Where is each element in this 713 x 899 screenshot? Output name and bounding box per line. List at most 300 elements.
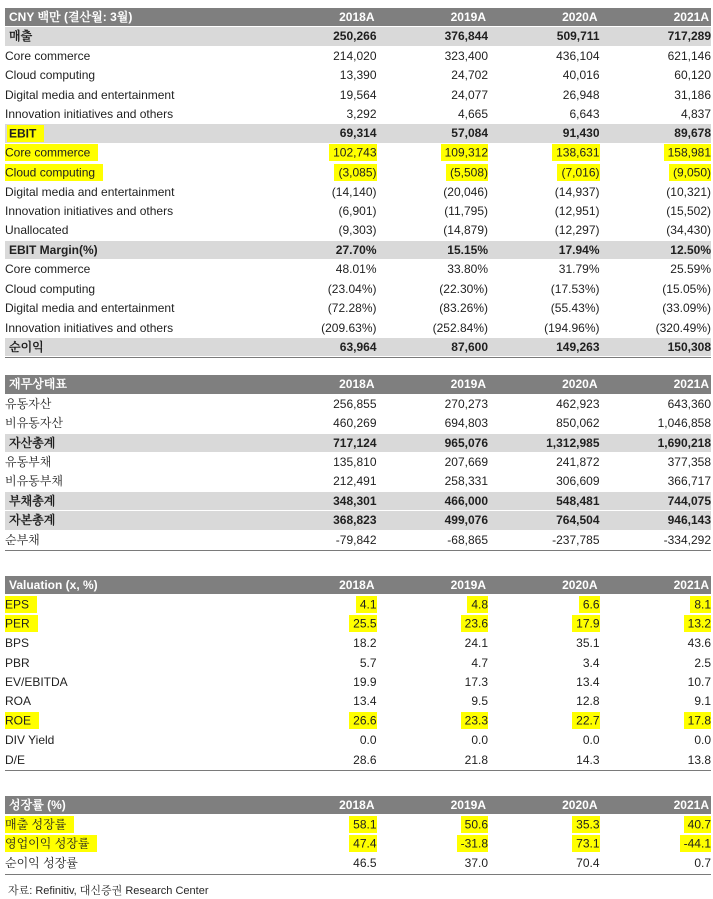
value-cell	[600, 163, 712, 181]
year-column-header: 2018A	[265, 8, 377, 26]
value-cell	[488, 835, 600, 853]
row-label-cell	[5, 221, 265, 239]
value-cell	[377, 27, 489, 45]
table-row	[5, 124, 711, 142]
row-label: 유동부채	[5, 454, 52, 469]
row-label: BPS	[5, 636, 30, 651]
row-label-cell	[5, 531, 265, 549]
cell-value: 21.8	[464, 752, 488, 767]
value-cell	[488, 815, 600, 833]
cell-value: 212,491	[333, 474, 377, 489]
value-cell	[265, 27, 377, 45]
value-cell	[488, 338, 600, 356]
row-label-cell	[5, 492, 265, 510]
cell-value-highlighted: 4.1	[356, 596, 377, 613]
cell-value-highlighted: 26.6	[349, 712, 376, 729]
row-label-cell	[5, 815, 265, 833]
value-cell	[265, 751, 377, 769]
row-label: 비유동부채	[5, 474, 63, 489]
cell-value: 14.3	[576, 752, 600, 767]
section-header-row	[5, 8, 711, 26]
value-cell	[265, 615, 377, 633]
value-cell	[488, 712, 600, 730]
cell-value: 13,390	[339, 68, 377, 83]
cell-value: (14,937)	[554, 184, 600, 199]
table-row	[5, 414, 711, 432]
value-cell	[488, 66, 600, 84]
cell-value: 0.0	[694, 733, 711, 748]
row-label-highlighted: Cloud computing	[5, 164, 103, 181]
cell-value-highlighted: 17.8	[684, 712, 711, 729]
row-label-cell	[5, 105, 265, 123]
value-cell	[600, 815, 712, 833]
row-label-highlighted: 영업이익 성장률	[5, 835, 97, 852]
row-label: PBR	[5, 655, 30, 670]
cell-value: 13.4	[353, 694, 377, 709]
value-cell	[488, 299, 600, 317]
value-cell	[600, 27, 712, 45]
cell-value-highlighted: 23.6	[461, 615, 488, 632]
cell-value: (15.05%)	[662, 281, 711, 296]
value-cell	[600, 712, 712, 730]
cell-value: 306,609	[556, 474, 600, 489]
value-cell	[265, 105, 377, 123]
cell-value: 13.4	[576, 675, 600, 689]
table-row	[5, 202, 711, 220]
cell-value: 436,104	[556, 48, 600, 63]
cell-value: 48.01%	[335, 262, 377, 277]
section-title: CNY 백만 (결산월: 3월)	[5, 8, 265, 26]
cell-value: 460,269	[333, 416, 377, 431]
value-cell	[265, 634, 377, 652]
value-cell	[265, 124, 377, 142]
row-label-highlighted: 매출 성장률	[5, 816, 74, 833]
cell-value: 377,358	[667, 454, 711, 469]
cell-value: 509,711	[556, 29, 600, 44]
financial-tables-container	[5, 7, 711, 875]
cell-value: 241,872	[556, 454, 600, 469]
row-label-cell	[5, 338, 265, 356]
cell-value: 270,273	[444, 396, 488, 411]
value-cell	[600, 673, 712, 691]
value-cell	[600, 835, 712, 853]
table-row	[5, 615, 711, 633]
table-row	[5, 66, 711, 84]
value-cell	[377, 712, 489, 730]
value-cell	[377, 105, 489, 123]
value-cell	[265, 221, 377, 239]
row-label: 순이익 성장률	[5, 856, 78, 871]
value-cell	[600, 453, 712, 471]
cell-value: -334,292	[663, 532, 711, 547]
cell-value: 25.59%	[670, 262, 711, 277]
cell-value: 24,077	[451, 87, 488, 102]
row-label: Unallocated	[5, 223, 69, 238]
value-cell	[600, 319, 712, 337]
cell-value: 12.50%	[670, 242, 711, 257]
year-column-header: 2020A	[488, 796, 600, 814]
cell-value-highlighted: (7,016)	[557, 164, 599, 181]
year-column-header: 2018A	[265, 576, 377, 594]
cell-value: 26,948	[562, 87, 600, 102]
value-cell	[377, 163, 489, 181]
row-label: Digital media and entertainment	[5, 301, 175, 316]
row-label-highlighted: ROE	[5, 712, 39, 729]
cell-value: (14,140)	[331, 184, 377, 199]
table-row	[5, 280, 711, 298]
row-label-cell	[5, 280, 265, 298]
value-cell	[600, 183, 712, 201]
row-label-cell	[5, 241, 265, 259]
cell-value: 1,312,985	[546, 435, 600, 450]
cell-value-highlighted: 73.1	[572, 835, 599, 852]
cell-value: (83.26%)	[439, 301, 488, 316]
value-cell	[600, 124, 712, 142]
cell-value-highlighted: (3,085)	[334, 164, 376, 181]
value-cell	[600, 202, 712, 220]
row-label-cell	[5, 395, 265, 413]
cell-value: 0.7	[694, 856, 711, 871]
value-cell	[265, 183, 377, 201]
table-row	[5, 221, 711, 239]
cell-value: 31,186	[674, 87, 711, 102]
value-cell	[600, 414, 712, 432]
row-label-highlighted: EBIT	[7, 125, 44, 142]
value-cell	[265, 395, 377, 413]
value-cell	[377, 319, 489, 337]
value-cell	[377, 595, 489, 613]
cell-value: 462,923	[556, 396, 600, 411]
row-label-highlighted: Core commerce	[5, 144, 98, 161]
cell-value: 9.5	[471, 694, 488, 709]
value-cell	[377, 531, 489, 549]
cell-value: 69,314	[339, 126, 377, 141]
cell-value-highlighted: 50.6	[461, 816, 488, 833]
cell-value: 3,292	[346, 107, 377, 122]
value-cell	[600, 395, 712, 413]
table-row	[5, 472, 711, 490]
row-label-cell	[5, 835, 265, 853]
row-label-highlighted: PER	[5, 615, 38, 632]
cell-value: 764,504	[556, 513, 600, 528]
row-label-cell	[5, 202, 265, 220]
cell-value: 91,430	[562, 126, 600, 141]
value-cell	[488, 27, 600, 45]
row-label-cell	[5, 731, 265, 749]
row-label-cell	[5, 124, 265, 142]
row-label-cell	[5, 854, 265, 872]
value-cell	[488, 511, 600, 529]
cell-value: 10.7	[687, 675, 711, 689]
value-cell	[488, 615, 600, 633]
value-cell	[377, 731, 489, 749]
row-label-cell	[5, 414, 265, 432]
value-cell	[377, 183, 489, 201]
section-title: 재무상태표	[5, 375, 265, 393]
cell-value: 0.0	[359, 733, 377, 748]
table-row	[5, 86, 711, 104]
source-note: 자료: Refinitiv, 대신증권 Research Center	[8, 884, 209, 897]
cell-value: 57,084	[451, 126, 488, 141]
value-cell	[600, 511, 712, 529]
cell-value: 348,301	[333, 493, 377, 508]
row-label: 비유동자산	[5, 416, 63, 431]
cell-value-highlighted: 58.1	[349, 816, 376, 833]
cell-value: (10,321)	[666, 184, 711, 199]
table-row	[5, 299, 711, 317]
value-cell	[265, 338, 377, 356]
value-cell	[377, 615, 489, 633]
row-label: EBIT Margin(%)	[9, 242, 98, 257]
value-cell	[377, 241, 489, 259]
year-column-header: 2021A	[600, 576, 712, 594]
cell-value: 19.9	[353, 675, 377, 689]
row-label: 순이익	[9, 339, 44, 354]
row-label-cell	[5, 511, 265, 529]
value-cell	[265, 241, 377, 259]
section-title: Valuation (x, %)	[5, 576, 265, 594]
value-cell	[600, 66, 712, 84]
cell-value-highlighted: 109,312	[441, 144, 488, 161]
value-cell	[377, 835, 489, 853]
cell-value: (55.43%)	[550, 301, 600, 316]
row-label: 자산총계	[9, 435, 56, 450]
table-row	[5, 241, 711, 259]
row-label-cell	[5, 712, 265, 730]
cell-value: 499,076	[444, 513, 488, 528]
value-cell	[377, 434, 489, 452]
section-table-income-statement	[5, 7, 711, 358]
value-cell	[600, 654, 712, 672]
table-row	[5, 105, 711, 123]
cell-value: 60,120	[674, 68, 711, 83]
value-cell	[600, 144, 712, 162]
cell-value: 744,075	[667, 493, 711, 508]
row-label: Digital media and entertainment	[5, 87, 175, 102]
value-cell	[265, 414, 377, 432]
row-label-cell	[5, 319, 265, 337]
row-label-cell	[5, 751, 265, 769]
value-cell	[377, 221, 489, 239]
cell-value-highlighted: -44.1	[680, 835, 711, 852]
value-cell	[265, 472, 377, 490]
row-label: Core commerce	[5, 48, 91, 63]
row-label: 매출	[9, 29, 33, 44]
value-cell	[265, 854, 377, 872]
cell-value: 2.5	[694, 655, 711, 670]
cell-value: (72.28%)	[327, 301, 377, 316]
table-row	[5, 453, 711, 471]
value-cell	[377, 280, 489, 298]
row-label-cell	[5, 453, 265, 471]
year-column-header: 2018A	[265, 375, 377, 393]
cell-value: (11,795)	[444, 204, 488, 219]
value-cell	[488, 144, 600, 162]
row-label-cell	[5, 434, 265, 452]
year-column-header: 2018A	[265, 796, 377, 814]
value-cell	[265, 712, 377, 730]
cell-value: -68,865	[447, 532, 488, 547]
value-cell	[265, 319, 377, 337]
value-cell	[377, 511, 489, 529]
cell-value-highlighted: 40.7	[684, 816, 711, 833]
cell-value: 366,717	[667, 474, 711, 489]
table-row	[5, 654, 711, 672]
cell-value: 466,000	[444, 493, 488, 508]
row-label: D/E	[5, 752, 26, 767]
cell-value: 5.7	[359, 655, 377, 670]
value-cell	[377, 654, 489, 672]
section-header-row	[5, 375, 711, 393]
cell-value-highlighted: 47.4	[349, 835, 376, 852]
row-label-cell	[5, 299, 265, 317]
row-label: Cloud computing	[5, 68, 96, 83]
value-cell	[600, 47, 712, 65]
cell-value: 15.15%	[447, 242, 488, 257]
value-cell	[600, 531, 712, 549]
section-header-row	[5, 796, 711, 814]
value-cell	[488, 453, 600, 471]
cell-value: 43.6	[687, 636, 711, 651]
table-row	[5, 854, 711, 872]
row-label: Cloud computing	[5, 281, 96, 296]
row-label-cell	[5, 472, 265, 490]
row-label: 자본총계	[9, 513, 56, 528]
table-row	[5, 595, 711, 613]
cell-value: 548,481	[556, 493, 600, 508]
value-cell	[377, 453, 489, 471]
year-column-header: 2019A	[377, 8, 489, 26]
value-cell	[265, 202, 377, 220]
value-cell	[265, 299, 377, 317]
cell-value: 87,600	[451, 339, 488, 354]
cell-value-highlighted: 25.5	[349, 615, 376, 632]
year-column-header: 2021A	[600, 796, 712, 814]
value-cell	[377, 472, 489, 490]
section-table-valuation	[5, 575, 711, 771]
cell-value: 965,076	[444, 435, 488, 450]
row-label-cell	[5, 260, 265, 278]
table-row	[5, 634, 711, 652]
row-label: Core commerce	[5, 262, 91, 277]
cell-value: 40,016	[562, 68, 600, 83]
cell-value-highlighted: 13.2	[684, 615, 711, 632]
value-cell	[600, 472, 712, 490]
year-column-header: 2020A	[488, 576, 600, 594]
cell-value: 376,844	[444, 29, 488, 44]
cell-value: 214,020	[333, 48, 377, 63]
cell-value: (194.96%)	[544, 320, 600, 335]
cell-value-highlighted: (5,508)	[446, 164, 488, 181]
cell-value: 70.4	[576, 856, 600, 871]
value-cell	[265, 511, 377, 529]
cell-value: 24,702	[451, 68, 488, 83]
value-cell	[377, 673, 489, 691]
table-row	[5, 511, 711, 529]
table-row	[5, 395, 711, 413]
value-cell	[600, 221, 712, 239]
cell-value: 27.70%	[335, 242, 377, 257]
value-cell	[377, 202, 489, 220]
value-cell	[265, 163, 377, 181]
cell-value: 13.8	[687, 752, 711, 767]
year-column-header: 2021A	[600, 8, 712, 26]
value-cell	[600, 692, 712, 710]
row-label-highlighted: EPS	[5, 596, 37, 613]
cell-value: (320.49%)	[655, 320, 711, 335]
value-cell	[488, 654, 600, 672]
value-cell	[377, 124, 489, 142]
cell-value: 150,308	[667, 339, 711, 354]
value-cell	[265, 47, 377, 65]
cell-value: 89,678	[674, 126, 711, 141]
value-cell	[377, 634, 489, 652]
value-cell	[265, 595, 377, 613]
cell-value: 37.0	[464, 856, 488, 871]
year-column-header: 2020A	[488, 8, 600, 26]
value-cell	[488, 47, 600, 65]
section-title: 성장률 (%)	[5, 796, 265, 814]
cell-value-highlighted: 6.6	[579, 596, 600, 613]
cell-value-highlighted: 22.7	[572, 712, 599, 729]
value-cell	[600, 595, 712, 613]
value-cell	[377, 338, 489, 356]
cell-value: 46.5	[353, 856, 377, 871]
cell-value: 946,143	[667, 513, 711, 528]
value-cell	[265, 260, 377, 278]
cell-value-highlighted: -31.8	[457, 835, 488, 852]
year-column-header: 2019A	[377, 375, 489, 393]
cell-value-highlighted: 8.1	[690, 596, 711, 613]
cell-value-highlighted: 17.9	[572, 615, 599, 632]
cell-value: 0.0	[471, 733, 488, 748]
value-cell	[488, 260, 600, 278]
cell-value: (9,303)	[338, 223, 377, 238]
row-label-cell	[5, 595, 265, 613]
value-cell	[488, 731, 600, 749]
value-cell	[488, 434, 600, 452]
value-cell	[600, 338, 712, 356]
cell-value: (23.04%)	[327, 281, 377, 296]
value-cell	[488, 202, 600, 220]
value-cell	[265, 673, 377, 691]
cell-value: 19,564	[339, 87, 377, 102]
value-cell	[265, 66, 377, 84]
table-row	[5, 183, 711, 201]
cell-value: 0.0	[582, 733, 600, 748]
value-cell	[600, 751, 712, 769]
value-cell	[265, 492, 377, 510]
table-row	[5, 163, 711, 181]
cell-value-highlighted: 158,981	[664, 144, 711, 161]
value-cell	[488, 395, 600, 413]
value-cell	[488, 531, 600, 549]
section-table-balance-sheet	[5, 374, 711, 551]
cell-value: 621,146	[667, 48, 711, 63]
value-cell	[377, 144, 489, 162]
year-column-header: 2020A	[488, 375, 600, 393]
cell-value-highlighted: 23.3	[461, 712, 488, 729]
cell-value: 717,289	[667, 29, 711, 44]
cell-value: -79,842	[335, 532, 377, 547]
row-label: EV/EBITDA	[5, 675, 68, 689]
value-cell	[488, 492, 600, 510]
cell-value: 250,266	[333, 29, 377, 44]
value-cell	[488, 414, 600, 432]
value-cell	[377, 492, 489, 510]
cell-value: (252.84%)	[432, 320, 488, 335]
table-row	[5, 692, 711, 710]
